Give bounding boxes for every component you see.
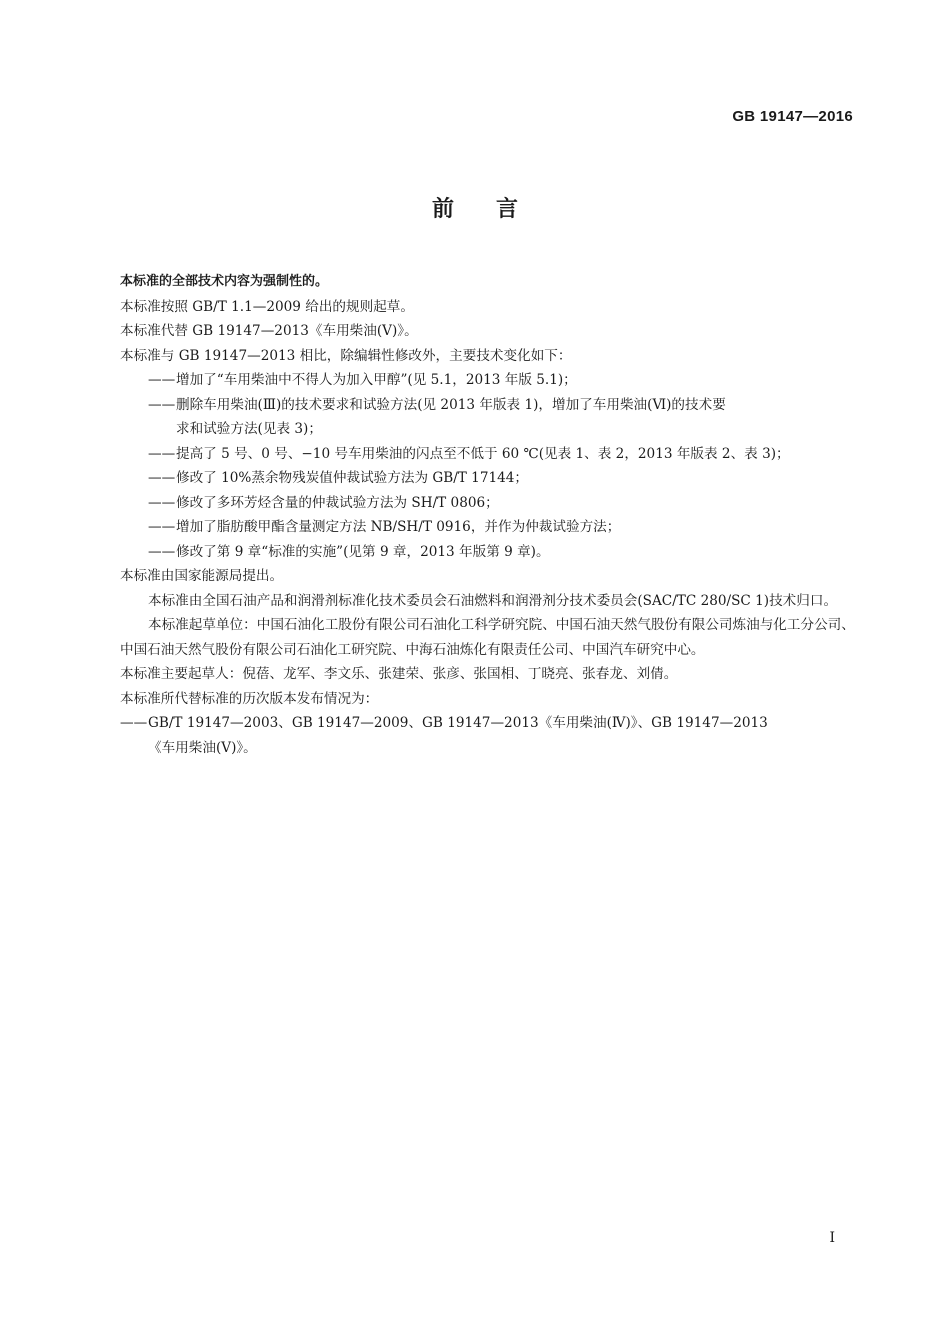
- proposed-by: 本标准由国家能源局提出。: [120, 568, 284, 584]
- history-item: ——GB/T 19147—2003、GB 19147—2009、GB 19147—2013《车用柴油(Ⅳ)》、GB 19147—2013 《车用柴油(Ⅴ)》。: [120, 715, 768, 756]
- changes-list: [120, 368, 860, 564]
- change-item: ——提高了 5 号、0 号、−10 号车用柴油的闪点至不低于 60 ℃(见表 1、表 2，2013 年版表 2、表 3)；: [148, 445, 790, 462]
- change-item: ——修改了多环芳烃含量的仲裁试验方法为 SH/T 0806；: [148, 494, 499, 511]
- drafting-units: 本标准起草单位：中国石油化工股份有限公司石油化工科学研究院、中国石油天然气股份有限公司炼油与化工分公司、中国石油天然气股份有限公司石油化工研究院、中海石油炼化有限责任公司、中国汽车研究中心。: [120, 617, 855, 658]
- change-item: ——修改了第 9 章“标准的实施”(见第 9 章，2013 年版第 9 章)。: [148, 543, 550, 560]
- changes-intro: 本标准与 GB 19147—2013 相比，除编辑性修改外，主要技术变化如下：: [120, 347, 572, 364]
- history-intro: 本标准所代替标准的历次版本发布情况为：: [120, 690, 379, 707]
- page-number: I: [829, 1230, 835, 1246]
- centralized-by: 本标准由全国石油产品和润滑剂标准化技术委员会石油燃料和润滑剂分技术委员会(SAC/TC 280/SC 1)技术归口。: [148, 592, 838, 609]
- change-item: ——增加了脂肪酸甲酯含量测定方法 NB/SH/T 0916，并作为仲裁试验方法；: [148, 519, 621, 535]
- mandatory-statement: 本标准的全部技术内容为强制性的。: [120, 274, 329, 289]
- page-title: 前言: [431, 197, 560, 222]
- standard-number: GB 19147—2016: [732, 108, 853, 125]
- change-item: ——修改了 10%蒸余物残炭值仲裁试验方法为 GB/T 17144；: [148, 470, 529, 486]
- change-item: ——删除车用柴油(Ⅲ)的技术要求和试验方法(见 2013 年版表 1)，增加了车用柴油(Ⅵ)的技术要 求和试验方法(见表 3)；: [148, 396, 726, 437]
- change-item: ——增加了“车用柴油中不得人为加入甲醇”(见 5.1，2013 年版 5.1)；: [148, 372, 577, 388]
- document-body: [120, 270, 860, 760]
- drafting-rule: 本标准按照 GB/T 1.1—2009 给出的规则起草。: [120, 298, 414, 315]
- drafters: 本标准主要起草人：倪蓓、龙军、李文乐、张建荣、张彦、张国相、丁晓亮、张春龙、刘倩。: [120, 666, 678, 682]
- replaces-statement: 本标准代替 GB 19147—2013《车用柴油(Ⅴ)》。: [120, 323, 418, 339]
